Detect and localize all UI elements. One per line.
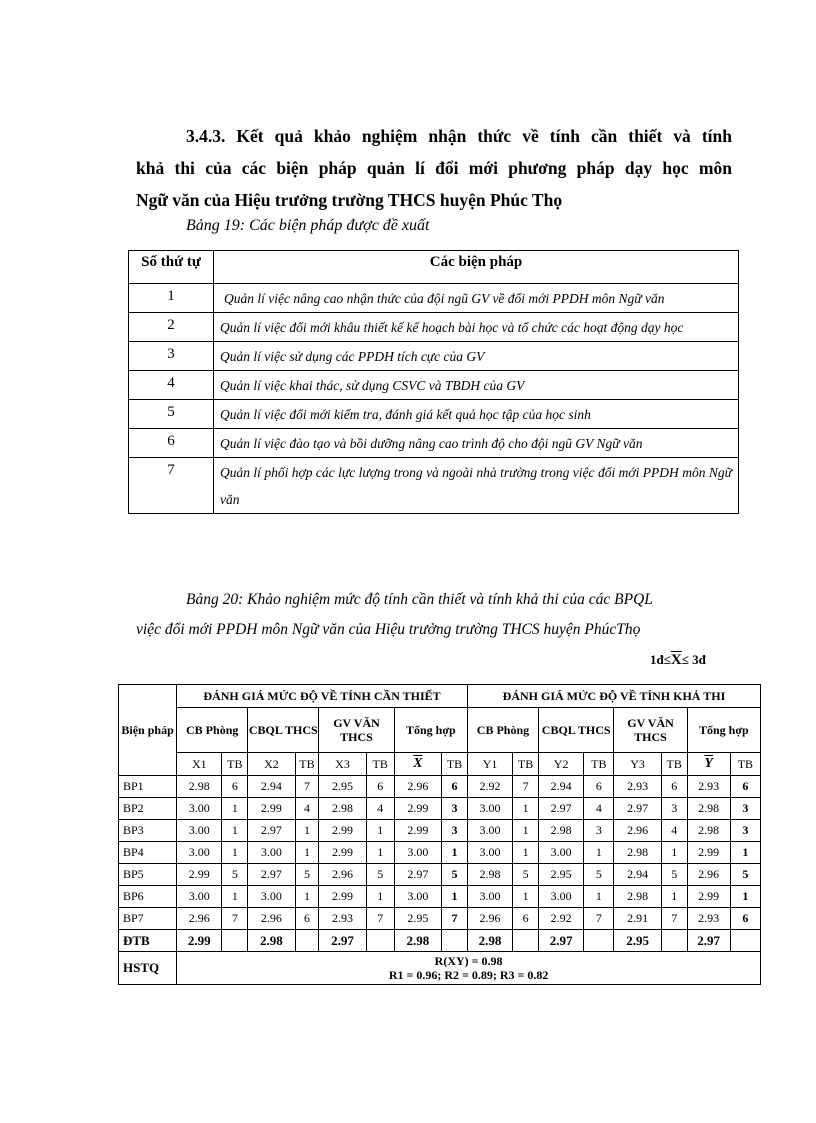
score-cell: 2.93 <box>687 776 730 798</box>
column-label: $\overline{X}$ <box>394 753 441 776</box>
measure-text: Quản lí phối hợp các lực lượng trong và ngoài nhà trường trong việc đổi mới PPDH môn Ngữ văn <box>220 465 732 507</box>
average-cell <box>222 930 248 952</box>
column-label: Y1 <box>467 753 512 776</box>
row-label: BP5 <box>119 864 177 886</box>
table-row <box>119 776 761 798</box>
correlation-r-values: R1 = 0.96; R2 = 0.89; R3 = 0.82 <box>388 968 549 982</box>
score-cell: 2.96 <box>394 776 441 798</box>
score-cell: 2.94 <box>248 776 295 798</box>
score-cell: 2.98 <box>687 820 730 842</box>
sub-header-cb-phong-2: CB Phòng <box>467 708 538 753</box>
table-row <box>129 371 739 400</box>
score-cell: 2.98 <box>614 842 661 864</box>
score-cell: 2.98 <box>539 820 584 842</box>
sub-header-tong-hop-2: Tổng hợp <box>687 708 760 753</box>
group-header-kha-thi: ĐÁNH GIÁ MỨC ĐỘ VỀ TÍNH KHẢ THI <box>467 685 760 708</box>
rank-cell: 1 <box>442 842 468 864</box>
rank-cell: 1 <box>661 886 687 908</box>
rank-cell: 1 <box>513 820 539 842</box>
score-cell: 2.92 <box>467 776 512 798</box>
score-cell: 3.00 <box>177 820 222 842</box>
column-label-row <box>119 753 761 776</box>
rank-cell: 7 <box>366 908 394 930</box>
score-cell: 2.98 <box>614 886 661 908</box>
score-cell: 3.00 <box>177 886 222 908</box>
average-cell: 2.95 <box>614 930 661 952</box>
measure-text: Quản lí việc sử dụng các PPDH tích cực của GV <box>220 349 485 364</box>
column-label: TB <box>730 753 760 776</box>
measures-table <box>128 250 739 514</box>
score-cell: 2.95 <box>394 908 441 930</box>
rank-cell: 5 <box>730 864 760 886</box>
table-row <box>129 313 739 342</box>
table-row <box>119 908 761 930</box>
measure-text: Quản lí việc nâng cao nhận thức của đội ngũ GV về đổi mới PPDH môn Ngữ văn <box>224 291 665 306</box>
rank-cell: 6 <box>366 776 394 798</box>
column-label: TB <box>513 753 539 776</box>
score-cell: 2.96 <box>614 820 661 842</box>
average-cell <box>366 930 394 952</box>
score-cell: 2.97 <box>614 798 661 820</box>
score-range <box>650 652 706 669</box>
column-label: TB <box>442 753 468 776</box>
measure-number: 5 <box>129 400 214 429</box>
measure-number: 2 <box>129 313 214 342</box>
column-label: $\overline{Y}$ <box>687 753 730 776</box>
col-header-bien-phap: Biện pháp <box>119 685 177 776</box>
measure-number: 4 <box>129 371 214 400</box>
row-label: HSTQ <box>119 952 177 985</box>
rank-cell: 1 <box>442 886 468 908</box>
average-cell <box>584 930 614 952</box>
score-cell: 3.00 <box>467 820 512 842</box>
rank-cell: 4 <box>584 798 614 820</box>
score-cell: 2.96 <box>177 908 222 930</box>
sub-header-gv-van-2: GV VĂN THCS <box>614 708 687 753</box>
rank-cell: 6 <box>442 776 468 798</box>
column-label: X2 <box>248 753 295 776</box>
average-cell: 2.97 <box>687 930 730 952</box>
rank-cell: 6 <box>513 908 539 930</box>
score-cell: 2.99 <box>319 820 366 842</box>
average-cell: 2.98 <box>248 930 295 952</box>
score-cell: 3.00 <box>177 842 222 864</box>
average-cell <box>730 930 760 952</box>
table-row <box>129 400 739 429</box>
survey-results-table <box>118 684 761 985</box>
range-left: 1đ≤ <box>650 652 671 667</box>
rank-cell: 5 <box>295 864 319 886</box>
rank-cell: 3 <box>584 820 614 842</box>
score-cell: 2.98 <box>467 864 512 886</box>
score-cell: 2.96 <box>687 864 730 886</box>
average-row <box>119 930 761 952</box>
rank-cell: 3 <box>442 798 468 820</box>
rank-cell: 6 <box>222 776 248 798</box>
score-cell: 3.00 <box>467 842 512 864</box>
rank-cell: 4 <box>366 798 394 820</box>
score-cell: 2.99 <box>248 798 295 820</box>
rank-cell: 7 <box>295 776 319 798</box>
score-cell: 2.97 <box>248 820 295 842</box>
score-cell: 2.96 <box>248 908 295 930</box>
heading-line-1: 3.4.3. Kết quả khảo nghiệm nhận thức về tính cần thiết và tính <box>186 126 732 146</box>
score-cell: 2.93 <box>687 908 730 930</box>
table-row <box>129 342 739 371</box>
row-label: BP7 <box>119 908 177 930</box>
row-label: ĐTB <box>119 930 177 952</box>
column-label: X3 <box>319 753 366 776</box>
score-cell: 2.99 <box>394 798 441 820</box>
score-cell: 3.00 <box>248 886 295 908</box>
column-label: TB <box>366 753 394 776</box>
column-label: TB <box>661 753 687 776</box>
score-cell: 3.00 <box>248 842 295 864</box>
rank-cell: 1 <box>295 842 319 864</box>
rank-cell: 1 <box>222 842 248 864</box>
rank-cell: 1 <box>584 842 614 864</box>
sub-header-cbql-2: CBQL THCS <box>539 708 614 753</box>
row-label: BP2 <box>119 798 177 820</box>
sub-header-tong-hop-1: Tổng hợp <box>394 708 467 753</box>
rank-cell: 1 <box>730 842 760 864</box>
score-cell: 2.98 <box>687 798 730 820</box>
score-cell: 2.99 <box>687 842 730 864</box>
rank-cell: 7 <box>661 908 687 930</box>
table-row <box>119 798 761 820</box>
rank-cell: 4 <box>295 798 319 820</box>
average-cell: 2.97 <box>539 930 584 952</box>
score-cell: 2.93 <box>614 776 661 798</box>
score-cell: 3.00 <box>467 798 512 820</box>
rank-cell: 1 <box>222 820 248 842</box>
score-cell: 2.94 <box>539 776 584 798</box>
rank-cell: 7 <box>584 908 614 930</box>
rank-cell: 6 <box>584 776 614 798</box>
rank-cell: 7 <box>222 908 248 930</box>
score-cell: 2.99 <box>319 886 366 908</box>
average-cell <box>661 930 687 952</box>
measure-text: Quản lí việc khai thác, sử dụng CSVC và TBDH của GV <box>220 378 525 393</box>
measure-text: Quản lí việc đổi mới khâu thiết kế kế hoạch bài học và tổ chức các hoạt động dạy học <box>220 320 684 335</box>
rank-cell: 6 <box>730 908 760 930</box>
rank-cell: 5 <box>442 864 468 886</box>
score-cell: 2.96 <box>319 864 366 886</box>
table-header-row <box>129 251 739 284</box>
score-cell: 2.99 <box>177 864 222 886</box>
correlation-rxy: R(XY) = 0.98 <box>434 954 503 968</box>
table-row <box>119 842 761 864</box>
score-cell: 2.93 <box>319 908 366 930</box>
score-cell: 2.95 <box>319 776 366 798</box>
rank-cell: 3 <box>730 820 760 842</box>
score-cell: 3.00 <box>177 798 222 820</box>
score-cell: 3.00 <box>394 842 441 864</box>
score-cell: 2.97 <box>539 798 584 820</box>
average-cell <box>513 930 539 952</box>
rank-cell: 1 <box>366 886 394 908</box>
row-label: BP6 <box>119 886 177 908</box>
rank-cell: 1 <box>584 886 614 908</box>
column-label: Y2 <box>539 753 584 776</box>
score-cell: 2.95 <box>539 864 584 886</box>
rank-cell: 3 <box>661 798 687 820</box>
rank-cell: 1 <box>513 842 539 864</box>
rank-cell: 1 <box>366 842 394 864</box>
score-cell: 3.00 <box>394 886 441 908</box>
measure-number: 6 <box>129 429 214 458</box>
rank-cell: 4 <box>661 820 687 842</box>
rank-cell: 6 <box>661 776 687 798</box>
column-label: Y3 <box>614 753 661 776</box>
sub-header-gv-van-1: GV VĂN THCS <box>319 708 394 753</box>
table-row <box>129 284 739 313</box>
score-cell: 3.00 <box>539 886 584 908</box>
rank-cell: 1 <box>366 820 394 842</box>
table20-caption-line1: Bảng 20: Khảo nghiệm mức độ tính cần thiết và tính khả thi của các BPQL <box>186 591 653 608</box>
score-cell: 2.91 <box>614 908 661 930</box>
rank-cell: 1 <box>222 798 248 820</box>
rank-cell: 3 <box>730 798 760 820</box>
average-cell: 2.98 <box>394 930 441 952</box>
score-cell: 2.97 <box>248 864 295 886</box>
range-xbar: $\overline{X}$ <box>670 652 682 668</box>
table-row <box>119 820 761 842</box>
table-row <box>129 429 739 458</box>
average-cell <box>295 930 319 952</box>
average-cell <box>442 930 468 952</box>
rank-cell: 1 <box>295 886 319 908</box>
table-row <box>129 458 739 514</box>
rank-cell: 1 <box>661 842 687 864</box>
row-label: BP1 <box>119 776 177 798</box>
rank-cell: 5 <box>366 864 394 886</box>
table20-caption-line2: việc đổi mới PPDH môn Ngữ văn của Hiệu trưởng trường THCS huyện PhúcThọ <box>136 621 641 638</box>
score-cell: 2.92 <box>539 908 584 930</box>
heading-line-3: Ngữ văn của Hiệu trưởng trường THCS huyện Phúc Thọ <box>136 190 563 210</box>
table-row <box>119 886 761 908</box>
measure-text: Quản lí việc đổi mới kiểm tra, đánh giá kết quả học tập của học sinh <box>220 407 591 422</box>
sub-header-cb-phong-1: CB Phòng <box>177 708 248 753</box>
measure-number: 3 <box>129 342 214 371</box>
rank-cell: 5 <box>584 864 614 886</box>
score-cell: 3.00 <box>467 886 512 908</box>
rank-cell: 6 <box>730 776 760 798</box>
row-label: BP4 <box>119 842 177 864</box>
score-cell: 3.00 <box>539 842 584 864</box>
rank-cell: 7 <box>513 776 539 798</box>
score-cell: 2.97 <box>394 864 441 886</box>
rank-cell: 3 <box>442 820 468 842</box>
measure-number: 7 <box>129 458 214 514</box>
rank-cell: 5 <box>513 864 539 886</box>
rank-cell: 1 <box>513 886 539 908</box>
table-row <box>119 864 761 886</box>
correlation-row <box>119 952 761 985</box>
group-header-can-thiet: ĐÁNH GIÁ MỨC ĐỘ VỀ TÍNH CẦN THIẾT <box>177 685 468 708</box>
column-label: X1 <box>177 753 222 776</box>
sub-header-cbql-1: CBQL THCS <box>248 708 319 753</box>
row-label: BP3 <box>119 820 177 842</box>
rank-cell: 5 <box>661 864 687 886</box>
column-label: TB <box>222 753 248 776</box>
rank-cell: 1 <box>513 798 539 820</box>
rank-cell: 7 <box>442 908 468 930</box>
col-header-measures: Các biện pháp <box>214 251 739 284</box>
rank-cell: 1 <box>295 820 319 842</box>
measure-number: 1 <box>129 284 214 313</box>
column-label: TB <box>584 753 614 776</box>
score-cell: 2.98 <box>177 776 222 798</box>
average-cell: 2.99 <box>177 930 222 952</box>
score-cell: 2.99 <box>319 842 366 864</box>
score-cell: 2.96 <box>467 908 512 930</box>
table19-caption: Bảng 19: Các biện pháp được đề xuất <box>186 217 430 234</box>
col-header-stt: Số thứ tự <box>129 251 214 284</box>
rank-cell: 5 <box>222 864 248 886</box>
average-cell: 2.97 <box>319 930 366 952</box>
average-cell: 2.98 <box>467 930 512 952</box>
measure-text: Quản lí việc đào tạo và bồi dưỡng nâng cao trình độ cho đội ngũ GV Ngữ văn <box>220 436 643 451</box>
rank-cell: 6 <box>295 908 319 930</box>
column-label: TB <box>295 753 319 776</box>
rank-cell: 1 <box>222 886 248 908</box>
score-cell: 2.94 <box>614 864 661 886</box>
rank-cell: 1 <box>730 886 760 908</box>
score-cell: 2.98 <box>319 798 366 820</box>
section-heading <box>136 120 732 216</box>
score-cell: 2.99 <box>394 820 441 842</box>
score-cell: 2.99 <box>687 886 730 908</box>
range-right: ≤ 3đ <box>681 652 706 667</box>
heading-line-2: khả thi của các biện pháp quản lí đổi mới phương pháp dạy học môn <box>136 158 732 178</box>
